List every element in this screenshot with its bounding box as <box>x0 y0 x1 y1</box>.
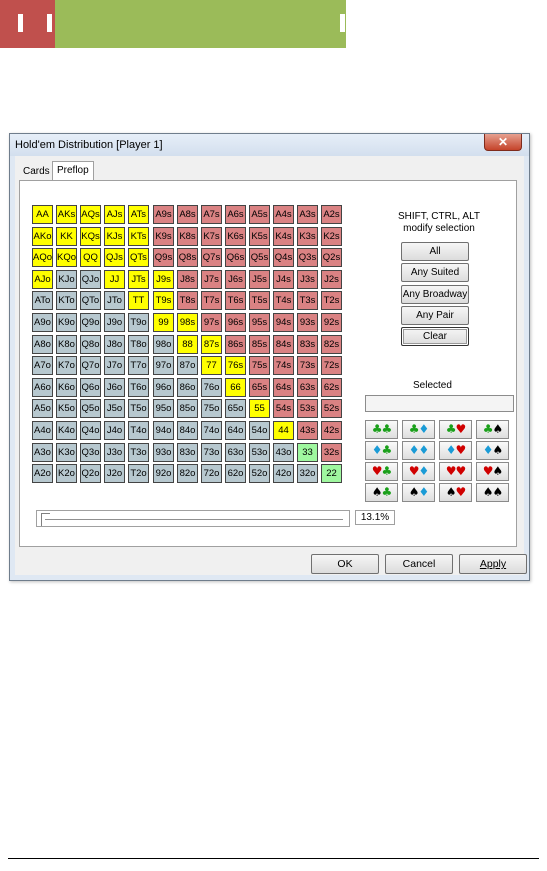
diamond-icon: ♦ <box>408 443 419 457</box>
hand-cell-t6o[interactable]: T6o <box>128 378 149 397</box>
hand-cell-a9o[interactable]: A9o <box>32 313 53 332</box>
hand-cell-t8o[interactable]: T8o <box>128 335 149 354</box>
hand-cell-96o[interactable]: 96o <box>153 378 174 397</box>
diamond-icon: ♦ <box>418 464 429 478</box>
holdem-distribution-dialog <box>9 133 530 581</box>
hand-cell-k7s[interactable]: K7s <box>201 227 222 246</box>
clear-button[interactable]: Clear <box>401 327 469 346</box>
slider-track <box>45 519 343 523</box>
hand-cell-63s[interactable]: 63s <box>297 378 318 397</box>
hand-cell-76s[interactable]: 76s <box>225 356 246 375</box>
preflop-panel <box>19 180 517 547</box>
hand-cell-84s[interactable]: 84s <box>273 335 294 354</box>
hand-cell-54s[interactable]: 54s <box>273 399 294 418</box>
heart-icon: ♥ <box>445 464 456 478</box>
club-icon: ♣ <box>381 464 392 478</box>
hand-cell-k8o[interactable]: K8o <box>56 335 77 354</box>
hand-cell-a7o[interactable]: A7o <box>32 356 53 375</box>
club-icon: ♣ <box>381 485 392 499</box>
hand-cell-q7o[interactable]: Q7o <box>80 356 101 375</box>
hand-cell-j7s[interactable]: J7s <box>201 270 222 289</box>
hand-cell-ako[interactable]: AKo <box>32 227 53 246</box>
hand-cell-j6o[interactable]: J6o <box>104 378 125 397</box>
hand-cell-52s[interactable]: 52s <box>321 399 342 418</box>
hand-cell-62o[interactable]: 62o <box>225 464 246 483</box>
hand-cell-j7o[interactable]: J7o <box>104 356 125 375</box>
hand-cell-kjo[interactable]: KJo <box>56 270 77 289</box>
hand-cell-82o[interactable]: 82o <box>177 464 198 483</box>
hand-cell-98o[interactable]: 98o <box>153 335 174 354</box>
cancel-button[interactable]: Cancel <box>385 554 453 574</box>
hand-cell-a2o[interactable]: A2o <box>32 464 53 483</box>
spade-icon: ♠ <box>492 464 503 478</box>
suit-button-diamond-heart[interactable] <box>439 441 472 460</box>
suit-button-heart-diamond[interactable] <box>402 462 435 481</box>
club-icon: ♣ <box>408 422 419 436</box>
hand-cell-j5o[interactable]: J5o <box>104 399 125 418</box>
hand-cell-t2s[interactable]: T2s <box>321 291 342 310</box>
page-footer-rule <box>8 858 539 859</box>
hand-cell-qts[interactable]: QTs <box>128 248 149 267</box>
spade-icon: ♠ <box>492 443 503 457</box>
suit-button-spade-heart[interactable] <box>439 483 472 502</box>
hand-cell-qjo[interactable]: QJo <box>80 270 101 289</box>
suit-button-diamond-spade[interactable] <box>476 441 509 460</box>
diamond-icon: ♦ <box>445 443 456 457</box>
any-suited-button[interactable]: Any Suited <box>401 263 469 282</box>
hand-cell-q6s[interactable]: Q6s <box>225 248 246 267</box>
club-icon: ♣ <box>381 422 392 436</box>
hand-cell-j3o[interactable]: J3o <box>104 443 125 462</box>
hand-cell-a5o[interactable]: A5o <box>32 399 53 418</box>
hand-cell-q2o[interactable]: Q2o <box>80 464 101 483</box>
suit-button-club-heart[interactable] <box>439 420 472 439</box>
hand-cell-72s[interactable]: 72s <box>321 356 342 375</box>
hand-cell-j9o[interactable]: J9o <box>104 313 125 332</box>
hand-cell-j8s[interactable]: J8s <box>177 270 198 289</box>
hand-cell-k7o[interactable]: K7o <box>56 356 77 375</box>
hand-cell-74s[interactable]: 74s <box>273 356 294 375</box>
hand-cell-96s[interactable]: 96s <box>225 313 246 332</box>
any-pair-button[interactable]: Any Pair <box>401 306 469 325</box>
hand-cell-87s[interactable]: 87s <box>201 335 222 354</box>
hand-cell-k5o[interactable]: K5o <box>56 399 77 418</box>
diamond-icon: ♦ <box>371 443 382 457</box>
spade-icon: ♠ <box>371 485 382 499</box>
hand-cell-ajs[interactable]: AJs <box>104 205 125 224</box>
hand-cell-55[interactable]: 55 <box>249 399 270 418</box>
hand-cell-42s[interactable]: 42s <box>321 421 342 440</box>
hand-cell-kts[interactable]: KTs <box>128 227 149 246</box>
hand-cell-k9o[interactable]: K9o <box>56 313 77 332</box>
hand-cell-a7s[interactable]: A7s <box>201 205 222 224</box>
heart-icon: ♥ <box>455 485 466 499</box>
spade-icon: ♠ <box>445 485 456 499</box>
hand-cell-q2s[interactable]: Q2s <box>321 248 342 267</box>
ok-button[interactable]: OK <box>311 554 379 574</box>
hand-cell-qq[interactable]: QQ <box>80 248 101 267</box>
hand-cell-t2o[interactable]: T2o <box>128 464 149 483</box>
hand-cell-a3s[interactable]: A3s <box>297 205 318 224</box>
hand-cell-64o[interactable]: 64o <box>225 421 246 440</box>
hand-cell-tt[interactable]: TT <box>128 291 149 310</box>
hand-cell-43s[interactable]: 43s <box>297 421 318 440</box>
close-icon[interactable]: ✕ <box>484 134 522 151</box>
hand-cell-t5s[interactable]: T5s <box>249 291 270 310</box>
slider-thumb[interactable] <box>41 513 50 526</box>
hand-cell-22[interactable]: 22 <box>321 464 342 483</box>
spade-icon: ♠ <box>482 485 493 499</box>
diamond-icon: ♦ <box>418 443 429 457</box>
hand-cell-a6s[interactable]: A6s <box>225 205 246 224</box>
selected-combos-field <box>365 395 514 412</box>
hand-cell-a8s[interactable]: A8s <box>177 205 198 224</box>
apply-button[interactable]: Apply <box>459 554 527 574</box>
hand-cell-kqs[interactable]: KQs <box>80 227 101 246</box>
hand-cell-94s[interactable]: 94s <box>273 313 294 332</box>
hand-cell-83s[interactable]: 83s <box>297 335 318 354</box>
hand-cell-63o[interactable]: 63o <box>225 443 246 462</box>
hand-cell-43o[interactable]: 43o <box>273 443 294 462</box>
hand-cell-t5o[interactable]: T5o <box>128 399 149 418</box>
hand-cell-62s[interactable]: 62s <box>321 378 342 397</box>
hand-cell-j3s[interactable]: J3s <box>297 270 318 289</box>
hand-cell-q5s[interactable]: Q5s <box>249 248 270 267</box>
hand-cell-t7s[interactable]: T7s <box>201 291 222 310</box>
heart-icon: ♥ <box>455 443 466 457</box>
hand-cell-kto[interactable]: KTo <box>56 291 77 310</box>
club-icon: ♣ <box>381 443 392 457</box>
banner-mark <box>47 14 52 32</box>
hand-cell-q4o[interactable]: Q4o <box>80 421 101 440</box>
hand-cell-aa[interactable]: AA <box>32 205 53 224</box>
hand-cell-52o[interactable]: 52o <box>249 464 270 483</box>
suit-button-spade-club[interactable] <box>365 483 398 502</box>
hand-cell-kjs[interactable]: KJs <box>104 227 125 246</box>
hand-cell-q6o[interactable]: Q6o <box>80 378 101 397</box>
hand-cell-a4s[interactable]: A4s <box>273 205 294 224</box>
hand-cell-q8o[interactable]: Q8o <box>80 335 101 354</box>
hand-cell-t9o[interactable]: T9o <box>128 313 149 332</box>
hand-cell-t9s[interactable]: T9s <box>153 291 174 310</box>
hand-cell-t8s[interactable]: T8s <box>177 291 198 310</box>
hand-cell-85o[interactable]: 85o <box>177 399 198 418</box>
hand-cell-87o[interactable]: 87o <box>177 356 198 375</box>
hand-cell-86s[interactable]: 86s <box>225 335 246 354</box>
hand-cell-aqo[interactable]: AQo <box>32 248 53 267</box>
hand-cell-53o[interactable]: 53o <box>249 443 270 462</box>
hand-cell-t3o[interactable]: T3o <box>128 443 149 462</box>
hand-cell-86o[interactable]: 86o <box>177 378 198 397</box>
hand-cell-t3s[interactable]: T3s <box>297 291 318 310</box>
hand-cell-84o[interactable]: 84o <box>177 421 198 440</box>
club-icon: ♣ <box>482 422 493 436</box>
hand-cell-k2s[interactable]: K2s <box>321 227 342 246</box>
hand-cell-32s[interactable]: 32s <box>321 443 342 462</box>
banner-mark <box>340 14 345 32</box>
hand-cell-k5s[interactable]: K5s <box>249 227 270 246</box>
hand-cell-74o[interactable]: 74o <box>201 421 222 440</box>
hand-cell-qjs[interactable]: QJs <box>104 248 125 267</box>
hand-cell-ajo[interactable]: AJo <box>32 270 53 289</box>
heart-icon: ♥ <box>408 464 419 478</box>
suit-button-diamond-diamond[interactable] <box>402 441 435 460</box>
hand-cell-k3o[interactable]: K3o <box>56 443 77 462</box>
diamond-icon: ♦ <box>482 443 493 457</box>
diamond-icon: ♦ <box>418 422 429 436</box>
hand-cell-k4o[interactable]: K4o <box>56 421 77 440</box>
hand-cell-99[interactable]: 99 <box>153 313 174 332</box>
hint-line-2: modify selection <box>403 223 475 234</box>
hand-cell-33[interactable]: 33 <box>297 443 318 462</box>
hand-cell-ato[interactable]: ATo <box>32 291 53 310</box>
spade-icon: ♠ <box>492 422 503 436</box>
hand-cell-a3o[interactable]: A3o <box>32 443 53 462</box>
hand-cell-32o[interactable]: 32o <box>297 464 318 483</box>
suit-button-heart-spade[interactable] <box>476 462 509 481</box>
suit-button-club-club[interactable] <box>365 420 398 439</box>
hand-cell-73s[interactable]: 73s <box>297 356 318 375</box>
any-broadway-button[interactable]: Any Broadway <box>401 285 469 304</box>
club-icon: ♣ <box>445 422 456 436</box>
header-banner-green <box>55 0 346 48</box>
hand-cell-jto[interactable]: JTo <box>104 291 125 310</box>
diamond-icon: ♦ <box>418 485 429 499</box>
hand-cell-q8s[interactable]: Q8s <box>177 248 198 267</box>
tab-cards[interactable]: Cards <box>23 166 50 177</box>
spade-icon: ♠ <box>408 485 419 499</box>
club-icon: ♣ <box>371 422 382 436</box>
hand-cell-95o[interactable]: 95o <box>153 399 174 418</box>
suit-button-diamond-club[interactable] <box>365 441 398 460</box>
suit-button-heart-heart[interactable] <box>439 462 472 481</box>
suit-button-heart-club[interactable] <box>365 462 398 481</box>
suit-button-spade-diamond[interactable] <box>402 483 435 502</box>
range-slider[interactable] <box>36 510 350 527</box>
hand-cell-a9s[interactable]: A9s <box>153 205 174 224</box>
hand-cell-76o[interactable]: 76o <box>201 378 222 397</box>
hand-cell-65o[interactable]: 65o <box>225 399 246 418</box>
hand-cell-a2s[interactable]: A2s <box>321 205 342 224</box>
hand-cell-a4o[interactable]: A4o <box>32 421 53 440</box>
hand-cell-q4s[interactable]: Q4s <box>273 248 294 267</box>
hand-cell-aks[interactable]: AKs <box>56 205 77 224</box>
selected-label: Selected <box>413 380 452 391</box>
hand-cell-97o[interactable]: 97o <box>153 356 174 375</box>
hand-cell-q7s[interactable]: Q7s <box>201 248 222 267</box>
hand-cell-92s[interactable]: 92s <box>321 313 342 332</box>
heart-icon: ♥ <box>371 464 382 478</box>
all-button[interactable]: All <box>401 242 469 261</box>
hand-cell-a8o[interactable]: A8o <box>32 335 53 354</box>
hand-cell-75o[interactable]: 75o <box>201 399 222 418</box>
hand-cell-k6o[interactable]: K6o <box>56 378 77 397</box>
hand-cell-j2o[interactable]: J2o <box>104 464 125 483</box>
hand-cell-72o[interactable]: 72o <box>201 464 222 483</box>
dialog-client-area <box>15 156 524 575</box>
tab-preflop[interactable]: Preflop <box>52 161 94 181</box>
hand-cell-93s[interactable]: 93s <box>297 313 318 332</box>
hand-cell-jts[interactable]: JTs <box>128 270 149 289</box>
hand-cell-q5o[interactable]: Q5o <box>80 399 101 418</box>
selection-hint <box>394 211 484 235</box>
hand-cell-88[interactable]: 88 <box>177 335 198 354</box>
hand-cell-k3s[interactable]: K3s <box>297 227 318 246</box>
hand-cell-65s[interactable]: 65s <box>249 378 270 397</box>
hand-cell-95s[interactable]: 95s <box>249 313 270 332</box>
hand-cell-k2o[interactable]: K2o <box>56 464 77 483</box>
hand-cell-44[interactable]: 44 <box>273 421 294 440</box>
hand-cell-qto[interactable]: QTo <box>80 291 101 310</box>
hand-cell-85s[interactable]: 85s <box>249 335 270 354</box>
hand-cell-t6s[interactable]: T6s <box>225 291 246 310</box>
hand-cell-a5s[interactable]: A5s <box>249 205 270 224</box>
hand-cell-kqo[interactable]: KQo <box>56 248 77 267</box>
heart-icon: ♥ <box>455 464 466 478</box>
hand-cell-q3s[interactable]: Q3s <box>297 248 318 267</box>
hand-cell-73o[interactable]: 73o <box>201 443 222 462</box>
title-bar <box>10 134 529 156</box>
hand-cell-53s[interactable]: 53s <box>297 399 318 418</box>
hand-cell-64s[interactable]: 64s <box>273 378 294 397</box>
hand-cell-q9s[interactable]: Q9s <box>153 248 174 267</box>
suit-button-spade-spade[interactable] <box>476 483 509 502</box>
hand-cell-j4s[interactable]: J4s <box>273 270 294 289</box>
hand-cell-q3o[interactable]: Q3o <box>80 443 101 462</box>
hand-cell-kk[interactable]: KK <box>56 227 77 246</box>
hint-line-1: SHIFT, CTRL, ALT <box>397 211 481 222</box>
heart-icon: ♥ <box>482 464 493 478</box>
hand-cell-94o[interactable]: 94o <box>153 421 174 440</box>
hand-cell-k4s[interactable]: K4s <box>273 227 294 246</box>
hand-cell-t4s[interactable]: T4s <box>273 291 294 310</box>
range-percentage: 13.1% <box>355 510 395 525</box>
banner-mark <box>18 14 23 32</box>
hand-cell-93o[interactable]: 93o <box>153 443 174 462</box>
hand-cell-ats[interactable]: ATs <box>128 205 149 224</box>
hand-cell-77[interactable]: 77 <box>201 356 222 375</box>
hand-cell-j5s[interactable]: J5s <box>249 270 270 289</box>
hand-cell-83o[interactable]: 83o <box>177 443 198 462</box>
hand-cell-jj[interactable]: JJ <box>104 270 125 289</box>
hand-cell-92o[interactable]: 92o <box>153 464 174 483</box>
hand-cell-j9s[interactable]: J9s <box>153 270 174 289</box>
hand-cell-82s[interactable]: 82s <box>321 335 342 354</box>
suit-button-club-spade[interactable] <box>476 420 509 439</box>
suit-button-club-diamond[interactable] <box>402 420 435 439</box>
hand-cell-j6s[interactable]: J6s <box>225 270 246 289</box>
hand-cell-q9o[interactable]: Q9o <box>80 313 101 332</box>
hand-cell-j2s[interactable]: J2s <box>321 270 342 289</box>
hand-cell-j8o[interactable]: J8o <box>104 335 125 354</box>
hand-cell-j4o[interactable]: J4o <box>104 421 125 440</box>
hand-cell-a6o[interactable]: A6o <box>32 378 53 397</box>
dialog-title: Hold'em Distribution [Player 1] <box>15 139 163 151</box>
hand-cell-k8s[interactable]: K8s <box>177 227 198 246</box>
hand-cell-aqs[interactable]: AQs <box>80 205 101 224</box>
hand-cell-54o[interactable]: 54o <box>249 421 270 440</box>
heart-icon: ♥ <box>455 422 466 436</box>
hand-cell-42o[interactable]: 42o <box>273 464 294 483</box>
hand-cell-66[interactable]: 66 <box>225 378 246 397</box>
hand-cell-98s[interactable]: 98s <box>177 313 198 332</box>
hand-cell-k9s[interactable]: K9s <box>153 227 174 246</box>
hand-cell-75s[interactable]: 75s <box>249 356 270 375</box>
hand-cell-97s[interactable]: 97s <box>201 313 222 332</box>
hand-cell-t7o[interactable]: T7o <box>128 356 149 375</box>
hand-cell-k6s[interactable]: K6s <box>225 227 246 246</box>
hand-cell-t4o[interactable]: T4o <box>128 421 149 440</box>
spade-icon: ♠ <box>492 485 503 499</box>
